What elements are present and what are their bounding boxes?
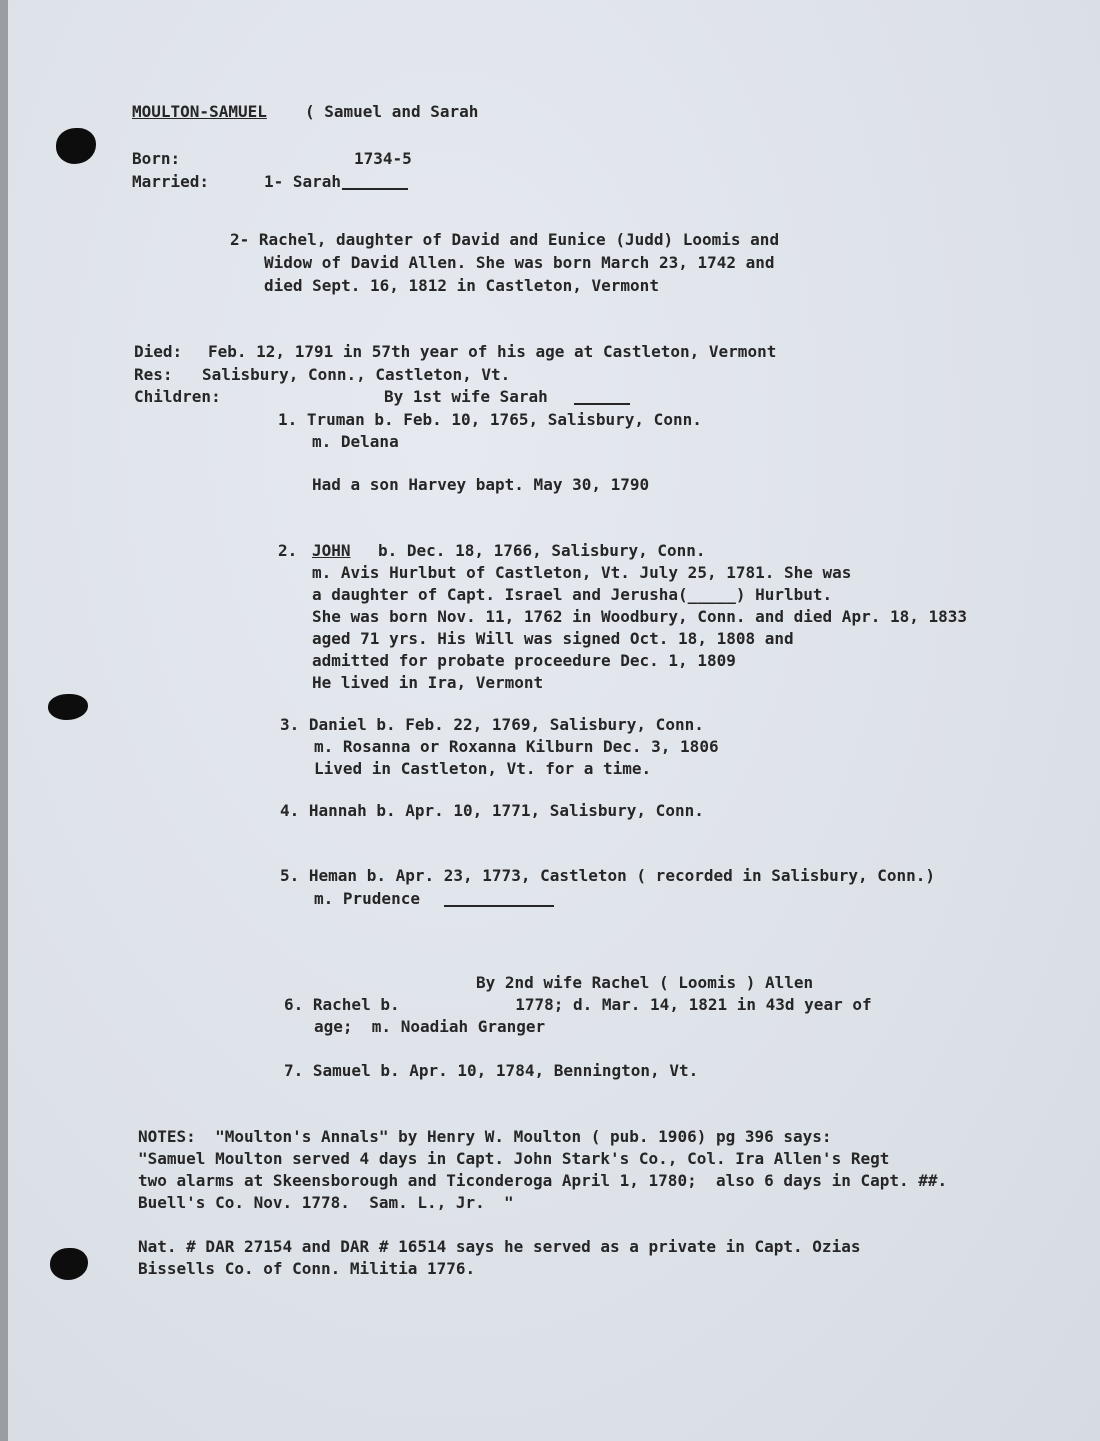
heading-parents: ( Samuel and Sarah	[305, 102, 479, 121]
child-2-birth: b. Dec. 18, 1766, Salisbury, Conn.	[378, 541, 706, 560]
child-4-hannah: 4. Hannah b. Apr. 10, 1771, Salisbury, Conn.	[280, 801, 704, 820]
child-1-note: Had a son Harvey bapt. May 30, 1790	[312, 475, 650, 494]
dar-line-1: Nat. # DAR 27154 and DAR # 16514 says he served as a private in Capt. Ozias	[138, 1237, 861, 1256]
notes-line-2: "Samuel Moulton served 4 days in Capt. John Stark's Co., Col. Ira Allen's Regt	[138, 1149, 890, 1168]
child-5-marriage: m. Prudence	[314, 889, 420, 908]
child-3-residence: Lived in Castleton, Vt. for a time.	[314, 759, 652, 778]
child-3-marriage: m. Rosanna or Roxanna Kilburn Dec. 3, 1806	[314, 737, 719, 756]
heading-name: MOULTON-SAMUEL	[132, 102, 267, 121]
child-5-heman: 5. Heman b. Apr. 23, 1773, Castleton ( recorded in Salisbury, Conn.)	[280, 866, 936, 885]
child-6-marriage: age; m. Noadiah Granger	[314, 1017, 546, 1036]
child-7-samuel: 7. Samuel b. Apr. 10, 1784, Bennington, Vt.	[284, 1061, 699, 1080]
blank-line-prudence	[444, 905, 554, 907]
child-2-line-5: admitted for probate proceedure Dec. 1, 1809	[312, 651, 736, 670]
child-2-name: JOHN	[312, 541, 351, 560]
born-value: 1734-5	[354, 149, 412, 168]
notes-line-4: Buell's Co. Nov. 1778. Sam. L., Jr. "	[138, 1193, 514, 1212]
child-2-number: 2.	[278, 541, 298, 560]
dar-line-2: Bissells Co. of Conn. Militia 1776.	[138, 1259, 476, 1278]
punch-hole-top	[56, 128, 96, 164]
child-2-line-4: aged 71 yrs. His Will was signed Oct. 18, 1808 and	[312, 629, 794, 648]
punch-hole-middle	[48, 694, 88, 720]
res-value: Salisbury, Conn., Castleton, Vt.	[202, 365, 511, 384]
blank-line-first-wife	[574, 403, 630, 405]
child-2-line-6: He lived in Ira, Vermont	[312, 673, 544, 692]
died-value: Feb. 12, 1791 in 57th year of his age at Castleton, Vermont	[208, 342, 777, 361]
child-1-marriage: m. Delana	[312, 432, 399, 451]
second-wife-line-2: Widow of David Allen. She was born March 23, 1742 and	[264, 253, 775, 272]
child-2-line-1: m. Avis Hurlbut of Castleton, Vt. July 25, 1781. She was	[312, 563, 852, 582]
born-label: Born:	[132, 149, 181, 168]
child-2-line-2: a daughter of Capt. Israel and Jerusha(_____) Hurlbut.	[312, 585, 833, 604]
child-1-truman: 1. Truman b. Feb. 10, 1765, Salisbury, Conn.	[278, 410, 702, 429]
died-label: Died:	[134, 342, 183, 361]
child-3-daniel: 3. Daniel b. Feb. 22, 1769, Salisbury, Conn.	[280, 715, 704, 734]
notes-line-1: NOTES: "Moulton's Annals" by Henry W. Moulton ( pub. 1906) pg 396 says:	[138, 1127, 832, 1146]
first-wife-heading: By 1st wife Sarah	[384, 387, 548, 406]
blank-line-sarah-surname	[342, 188, 408, 190]
document-page	[8, 0, 1100, 1441]
child-2-line-3: She was born Nov. 11, 1762 in Woodbury, Conn. and died Apr. 18, 1833	[312, 607, 968, 626]
second-wife-heading: By 2nd wife Rachel ( Loomis ) Allen	[476, 973, 814, 992]
children-label: Children:	[134, 387, 221, 406]
married-first-wife: 1- Sarah	[264, 172, 342, 191]
second-wife-line-3: died Sept. 16, 1812 in Castleton, Vermont	[264, 276, 659, 295]
notes-line-3: two alarms at Skeensborough and Ticonderoga April 1, 1780; also 6 days in Capt. ##.	[138, 1171, 948, 1190]
child-6-rachel: 6. Rachel b. 1778; d. Mar. 14, 1821 in 43d year of	[284, 995, 872, 1014]
second-wife-line-1: 2- Rachel, daughter of David and Eunice (Judd) Loomis and	[230, 230, 780, 249]
punch-hole-bottom	[50, 1248, 88, 1280]
res-label: Res:	[134, 365, 173, 384]
married-label: Married:	[132, 172, 210, 191]
